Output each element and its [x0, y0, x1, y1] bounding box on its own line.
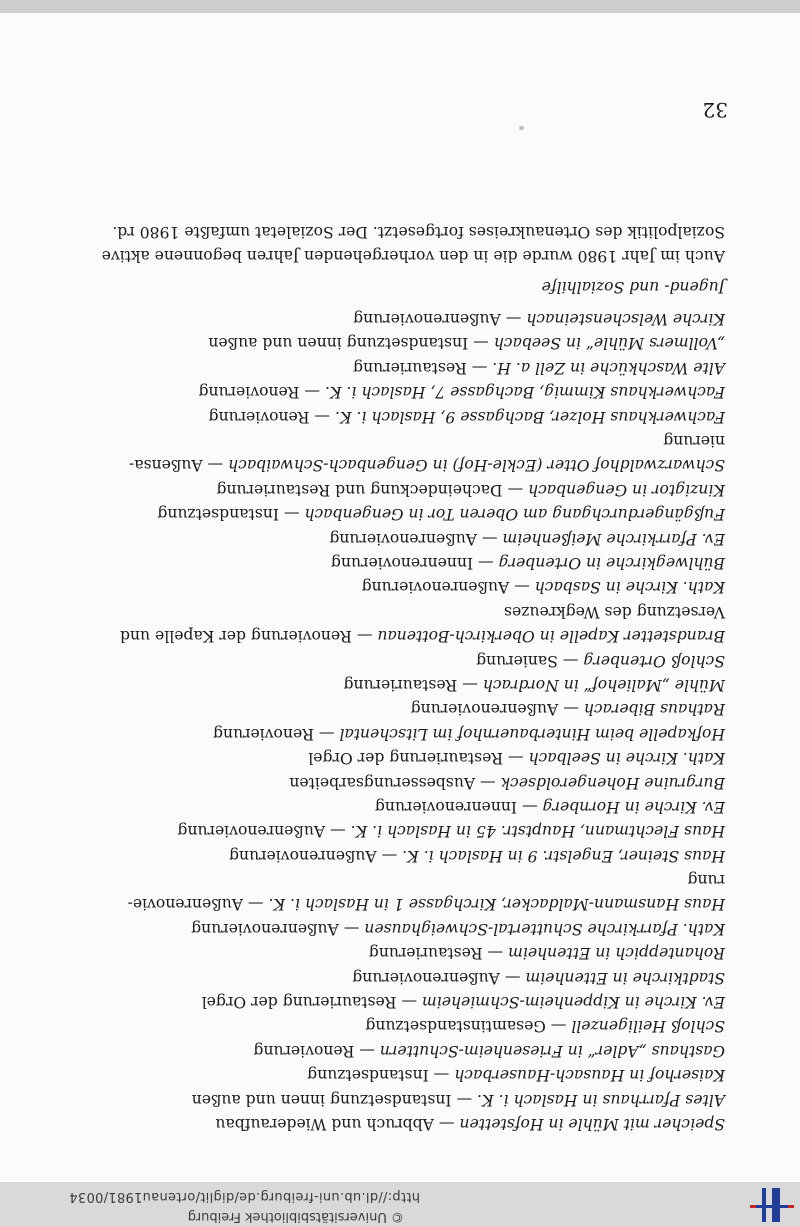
entry-line [75, 624, 725, 648]
entry-line [75, 477, 725, 501]
entry-action: — Renovierung [198, 383, 325, 402]
entry-action: — Abbruch und Wiederaufbau [215, 1115, 460, 1133]
entry-line [75, 307, 725, 331]
entry-action: — Restaurierung [353, 358, 493, 377]
entry-line [75, 770, 725, 794]
entry-line [75, 575, 725, 599]
entry-name: Kath. Kirche in Seelbach [528, 749, 725, 768]
entry-line [75, 453, 725, 477]
entry-name: Kinzigtor in Gengenbach [528, 480, 725, 499]
entry-action: — Dacheindeckung und Restaurierung [216, 480, 529, 499]
entry-line [75, 697, 725, 721]
entry-line [75, 673, 725, 697]
scan-speck [519, 126, 524, 130]
copyright-notice: © Universitätsbibliothek Freiburg [187, 1209, 404, 1224]
entry-line [75, 1112, 725, 1136]
entry-action: — Außenrenovierung [361, 578, 535, 597]
entry-action: — Außenrenovierung [191, 919, 365, 938]
entry-name: Kaiserhof in Hausach-Hauserbach [454, 1066, 725, 1085]
entry-action: — Restaurierung [343, 675, 483, 694]
entry-line [75, 380, 725, 404]
page-text [75, 220, 725, 1136]
entry-name: Schloß Heiligenzell [571, 1017, 725, 1036]
entry-action: — Außensa- [129, 456, 229, 475]
viewer-top-strip [0, 0, 800, 13]
entry-action: — Außenrenovierung [229, 846, 403, 865]
entry-name: Speicher mit Mühle in Hofstetten [459, 1115, 725, 1133]
section-heading: Jugend- und Sozialhilfe [541, 277, 725, 296]
entry-line [75, 502, 725, 526]
entry-action: — Renovierung der Kapelle und [119, 627, 378, 646]
entry-line [75, 916, 725, 940]
entry-line [75, 1087, 725, 1111]
entry-line [75, 795, 725, 819]
entry-line [75, 843, 725, 867]
entry-line [75, 551, 725, 575]
entry-line [75, 526, 725, 550]
entry-action: — Ausbesserungsarbeiten [289, 773, 501, 792]
paragraph-line: Auch im Jahr 1980 wurde die in den vorhergehenden Jahren begonnene aktive [101, 247, 725, 266]
entry-line [75, 746, 725, 770]
entry-line [75, 721, 725, 745]
entry-name: Ev. Kirche in Hornberg [542, 797, 725, 816]
entry-action: — Gesamtinstandsetzung [365, 1017, 572, 1036]
university-logo-icon [740, 1182, 800, 1226]
entry-name: Fachwerkhaus Holzer, Bachgasse 9, Haslach i. K. [335, 407, 725, 426]
entry-action: — Außenrenovierung [177, 822, 351, 841]
entry-action: — Instandsetzung [157, 505, 305, 524]
entry-action: — Instandsetzung [307, 1066, 455, 1085]
entry-action: — Innenrenovierung [374, 797, 543, 816]
entry-action: — Renovierung [253, 1041, 380, 1060]
entry-name: Stadtkirche in Ettenheim [525, 968, 725, 987]
entry-line [75, 990, 725, 1014]
entry-name: Alte Waschküche in Zell a. H. [492, 358, 725, 377]
entry-action: — Instandsetzung innen und außen [191, 1090, 478, 1109]
entry-action: — Außenrenovierung [410, 700, 584, 719]
entry-name: Kath. Kirche in Sasbach [534, 578, 725, 597]
entry-continuation: nierung [663, 432, 725, 451]
entry-action: — Restaurierung [368, 944, 509, 963]
entry-action: — Renovierung [208, 407, 335, 426]
entry-name: Hofkapelle beim Hinterbauernhof im Litschental [339, 724, 725, 743]
paragraph-line: Sozialpolitik des Ortenaukreises fortgesetzt. Der Sozialetat umfaßte 1980 rd. [112, 222, 725, 241]
entry-line [75, 404, 725, 428]
viewer-footer [0, 1182, 800, 1226]
entry-action: — Restaurierung der Orgel [308, 749, 529, 768]
entry-action: — Innenrenovierung [330, 554, 499, 573]
entry-name: Rohanteppich in Ettenheim [508, 944, 725, 963]
entry-name: „Vollmers Mühle“ in Seebach [493, 334, 725, 353]
entry-line [75, 331, 725, 355]
entry-action: — Sanierung [476, 651, 584, 670]
entry-line [75, 965, 725, 989]
entry-name: Kirche Welschensteinach [526, 310, 725, 329]
entry-line [75, 819, 725, 843]
entry-name: Schwarzwaldhof Otter (Eckle-Hof) in Gengenbach-Schwaibach [228, 456, 725, 475]
entry-name: Ev. Kirche in Kippenheim-Schmieheim [422, 993, 725, 1012]
entry-name: Ev. Pfarrkirche Meißenheim [502, 529, 725, 548]
entry-name: Burgruine Hohengeroldseck [500, 773, 725, 792]
entry-line [75, 1063, 725, 1087]
entry-name: Altes Pfarrhaus in Haslach i. K. [477, 1090, 725, 1109]
entry-name: Fußgängerdurchgang am Oberen Tor in Gengenbach [304, 505, 725, 524]
entry-action: — Außenrenovierung [329, 529, 503, 548]
entry-line [75, 1038, 725, 1062]
entry-line [75, 356, 725, 380]
entry-action: — Renovierung [212, 724, 340, 743]
entry-line [75, 941, 725, 965]
entry-name: Haus Hansmann-Maldacker, Kirchgasse 1 in Haslach i. K. [268, 895, 725, 914]
entry-name: Haus Steiner, Engelstr. 9 in Haslach i. K. [402, 846, 725, 865]
entry-name: Haus Flechtmann, Hauptstr. 45 in Haslach i. K. [350, 822, 725, 841]
entry-line [75, 892, 725, 916]
entry-list [75, 307, 725, 1136]
source-url[interactable]: http://dl.ub.uni-freiburg.de/diglit/ortenau1981/0034 [69, 1189, 420, 1204]
entry-name: Mühle „Maliehof“ in Nordrach [482, 675, 725, 694]
section-paragraph [75, 220, 725, 269]
entry-name: Schloß Ortenberg [583, 651, 725, 670]
entry-action: — Außenrenovierung [353, 310, 527, 329]
entry-continuation: Versetzung des Wegkreuzes [503, 602, 725, 621]
entry-name: Bühlwegkirche in Ortenberg [498, 554, 725, 573]
entry-line [75, 648, 725, 672]
entry-action: — Instandsetzung innen und außen [208, 334, 494, 353]
entry-name: Fachwerkhaus Kimmig, Bachgasse 7, Haslach i. K. [324, 383, 725, 402]
entry-name: Brandstetter Kapelle in Oberkirch-Bottenau [377, 627, 725, 646]
entry-action: — Restaurierung der Orgel [201, 993, 422, 1012]
entry-action: — Außenrenovierung [352, 968, 526, 987]
entry-action: — Außenrenovie- [127, 895, 269, 914]
entry-name: Kath. Pfarrkirche Schuttertal-Schweighausen [364, 919, 725, 938]
entry-line [75, 1014, 725, 1038]
page-number: 32 [702, 98, 728, 122]
entry-continuation: rung [687, 871, 725, 890]
entry-name: Rathaus Biberach [583, 700, 725, 719]
entry-name: Gasthaus „Adler“ in Friesenheim-Schuttern [379, 1041, 725, 1060]
